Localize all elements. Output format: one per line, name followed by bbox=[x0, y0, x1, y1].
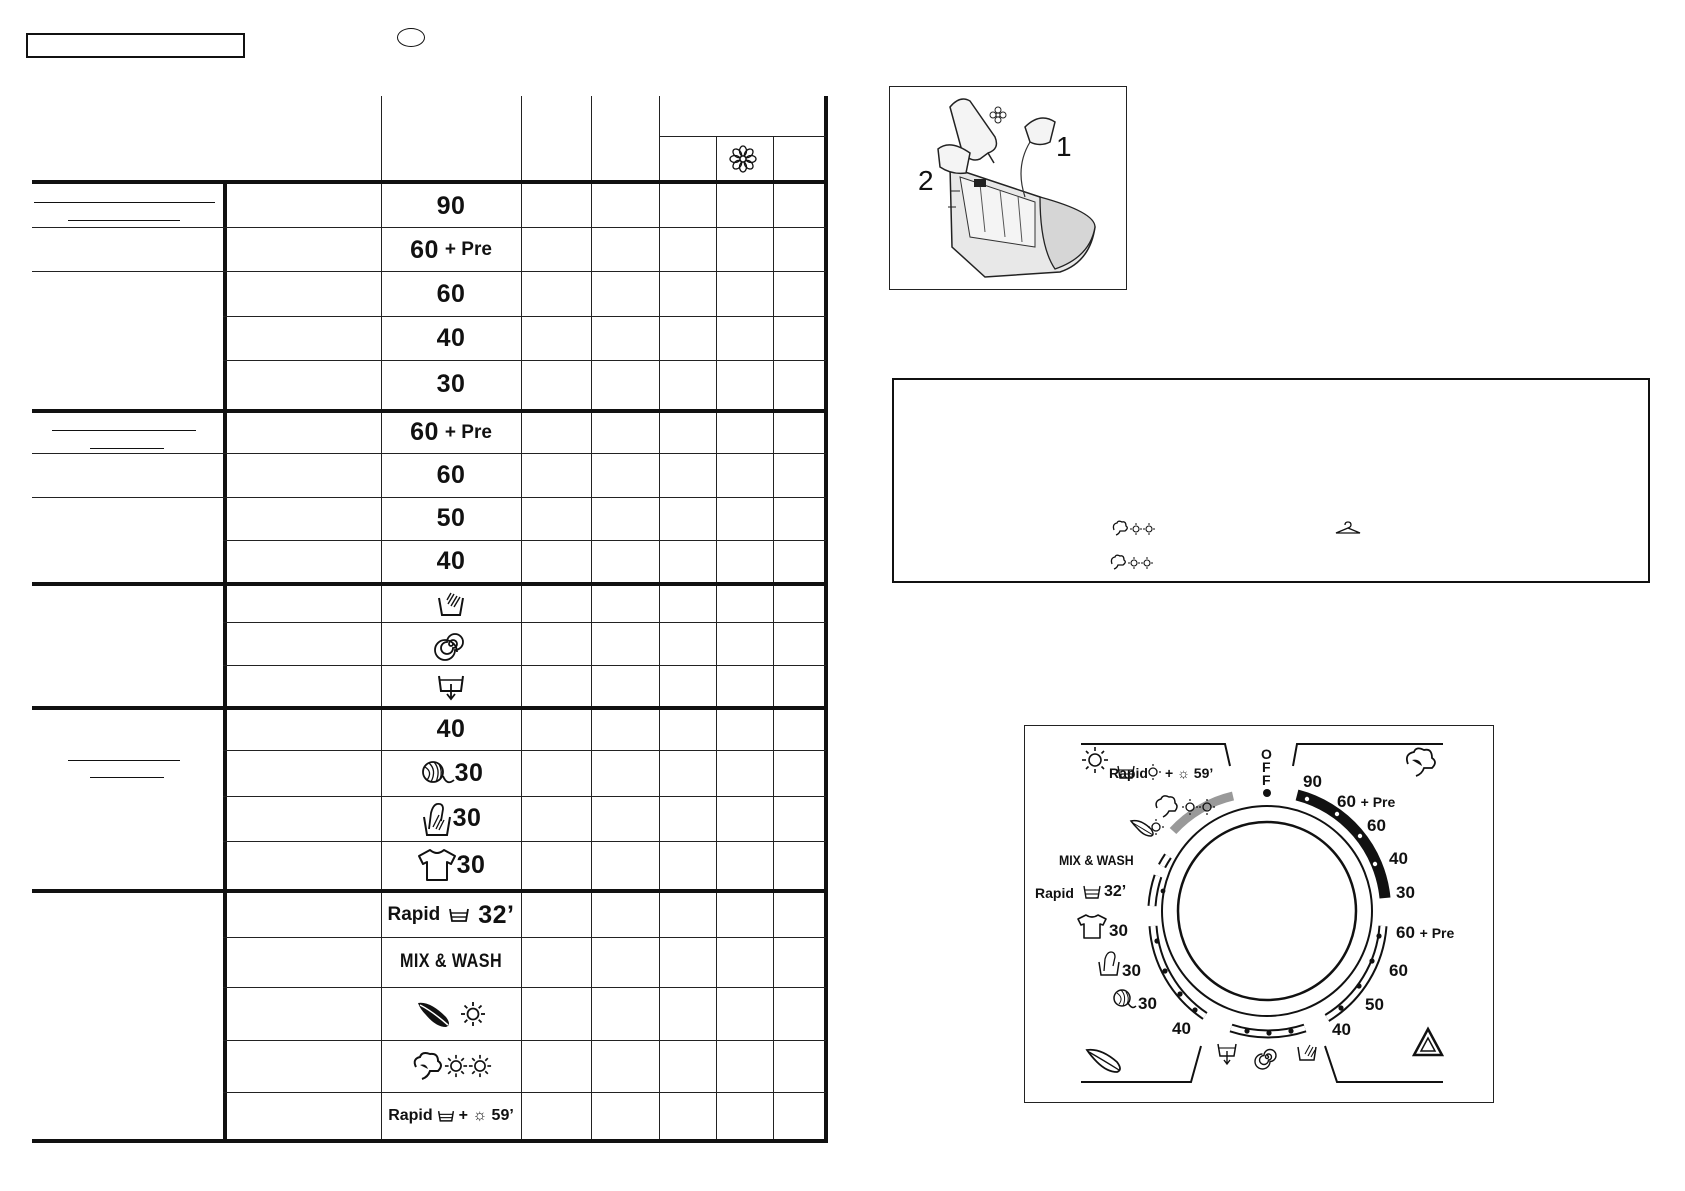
dial-label: 40 bbox=[1389, 849, 1408, 868]
dial-label: 50 bbox=[1365, 995, 1384, 1014]
sun-icon bbox=[444, 1054, 468, 1078]
tub-icon bbox=[448, 907, 470, 923]
svg-text:F: F bbox=[1262, 759, 1271, 775]
compartment-label-2: 2 bbox=[918, 165, 934, 196]
dial-label: 40 bbox=[1332, 1020, 1351, 1039]
svg-text:O: O bbox=[1261, 746, 1272, 762]
dial-label: 32’ bbox=[1104, 883, 1127, 900]
feather-icon bbox=[416, 999, 456, 1029]
table-row: 30 bbox=[381, 841, 521, 889]
hanger-icon bbox=[1334, 521, 1362, 535]
cotton-icon bbox=[410, 1051, 444, 1081]
table-row: 40 bbox=[436, 323, 466, 352]
cotton-sun-icon bbox=[1110, 554, 1156, 572]
dial-label: 60 + Pre bbox=[1396, 923, 1455, 942]
sun-icon bbox=[468, 1054, 492, 1078]
dial-label: 90 bbox=[1303, 772, 1322, 791]
table-row: Rapid 32’ bbox=[387, 900, 515, 929]
dial-label: 60 + Pre bbox=[1337, 792, 1396, 811]
compartment-label-1: 1 bbox=[1056, 131, 1072, 162]
sun-icon bbox=[460, 1001, 486, 1027]
dial-label: + ☼ 59’ bbox=[1165, 765, 1214, 781]
dial-label: Rapid bbox=[1035, 885, 1074, 901]
table-row bbox=[381, 622, 521, 665]
hand-wash-icon bbox=[421, 801, 453, 837]
table-row: 40 bbox=[436, 715, 466, 743]
dial-label: MIX & WASH bbox=[1059, 852, 1134, 868]
note-box bbox=[892, 378, 1650, 583]
svg-text:F: F bbox=[1262, 772, 1271, 788]
dial-label: 30 bbox=[1396, 883, 1415, 902]
table-row: 30 bbox=[381, 796, 521, 841]
table-row: 90 bbox=[436, 191, 466, 220]
programme-dial-figure bbox=[1024, 725, 1494, 1103]
dial-label: 30 bbox=[1109, 921, 1128, 940]
tub-icon bbox=[437, 1109, 455, 1123]
table-row: 60 bbox=[436, 460, 466, 489]
header-box bbox=[26, 33, 245, 58]
table-row bbox=[381, 585, 521, 622]
drain-icon bbox=[436, 672, 466, 700]
table-row: MIX & WASH bbox=[399, 951, 503, 972]
dial-label: 30 bbox=[1138, 994, 1157, 1013]
shirt-icon bbox=[417, 848, 457, 882]
table-row: 30 bbox=[381, 750, 521, 796]
table-row: 60 bbox=[436, 279, 466, 308]
table-row: 30 bbox=[436, 370, 466, 398]
programme-table bbox=[32, 96, 828, 1146]
language-oval bbox=[397, 28, 425, 47]
dial-label: 40 bbox=[1172, 1019, 1191, 1038]
table-row: Rapid + ☼ 59’ bbox=[388, 1106, 514, 1124]
flower-softener-icon bbox=[728, 144, 758, 174]
rinse-shower-icon bbox=[436, 590, 466, 618]
sun-icon bbox=[1082, 747, 1108, 773]
wool-icon bbox=[419, 758, 455, 788]
spin-spiral-icon bbox=[436, 629, 466, 659]
table-row bbox=[381, 987, 521, 1040]
dial-label: 60 bbox=[1389, 961, 1408, 980]
dial-label: Rapid bbox=[1109, 765, 1148, 781]
detergent-dispenser-figure bbox=[889, 86, 1127, 290]
table-row: 50 bbox=[436, 504, 466, 532]
table-row: 60 + Pre bbox=[410, 235, 492, 264]
table-row: 40 bbox=[436, 546, 466, 575]
dial-label: 30 bbox=[1122, 961, 1141, 980]
dial-label: 60 bbox=[1367, 816, 1386, 835]
table-row bbox=[381, 1040, 521, 1092]
cotton-sun-icon bbox=[1112, 520, 1158, 538]
table-row: 60 + Pre bbox=[410, 418, 492, 446]
table-row bbox=[381, 665, 521, 706]
